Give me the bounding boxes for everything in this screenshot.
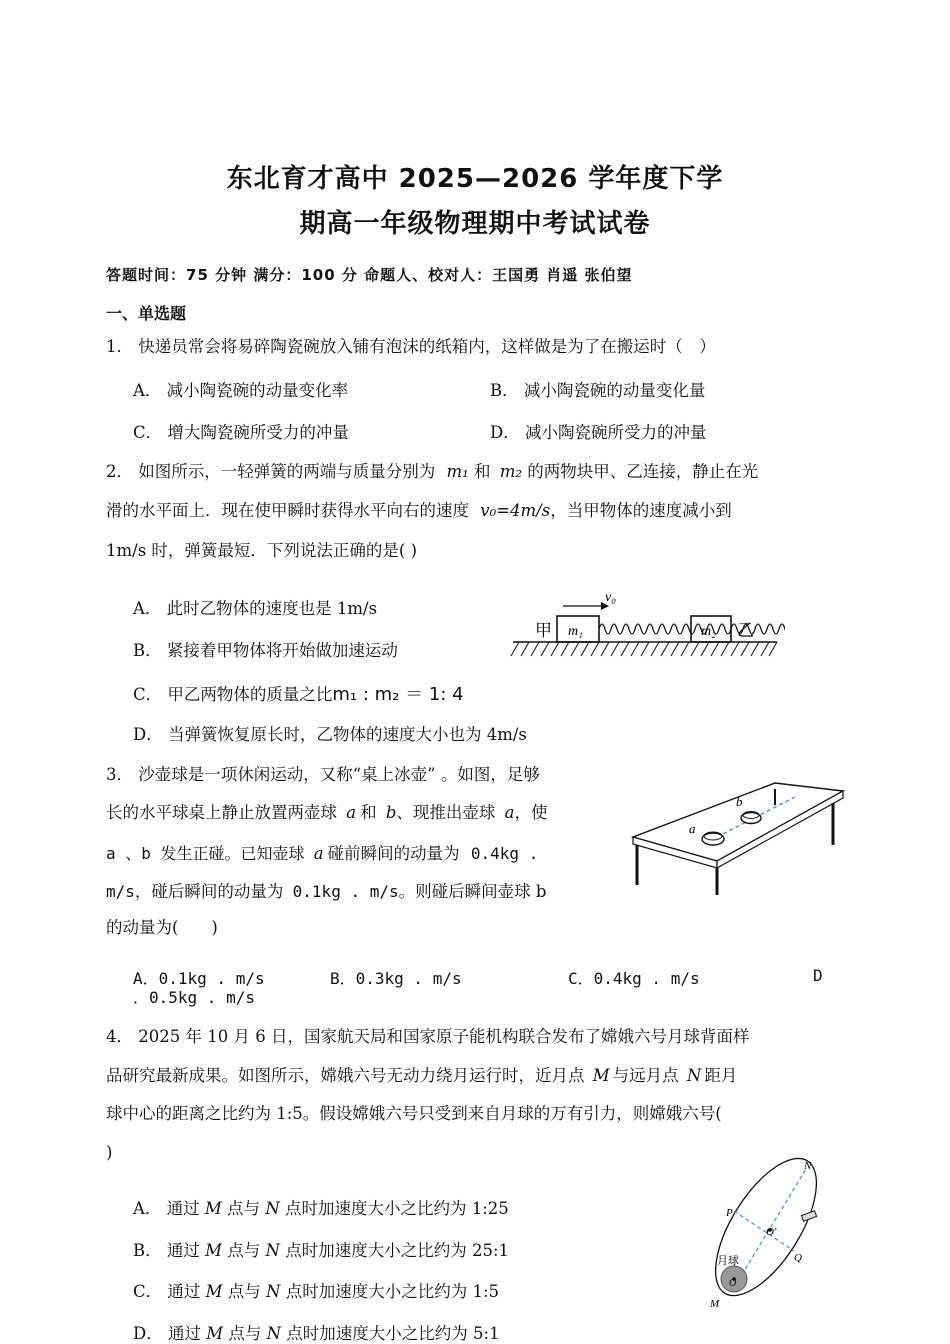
puck-b-label: b [736, 794, 743, 809]
question-4-line1: 4． 2025 年 10 月 6 日，国家航天局和国家原子能机构联合发布了嫦娥六号月球背面样 [106, 1027, 750, 1046]
lunar-orbit-figure [698, 1155, 838, 1315]
question-2-line3: 1m/s 时，弹簧最短．下列说法正确的是( ) [106, 541, 418, 560]
point-n-label: N [804, 1160, 812, 1172]
question-3-option-a[interactable]: A．0.1kg . m/s [133, 969, 265, 988]
velocity-label: v₀ [605, 590, 617, 605]
question-2-line1: 2． 如图所示，一轻弹簧的两端与质量分别为 m₁ 和 m₂ 的两物块甲、乙连接，静止在光 [106, 462, 759, 481]
point-q-label: Q [794, 1252, 802, 1264]
block-m1-label: m₁ [568, 624, 583, 639]
question-4-option-b[interactable]: B． 通过 M 点与 N 点时加速度大小之比约为 25:1 [133, 1241, 510, 1260]
question-1-option-a[interactable]: A． 减小陶瓷碗的动量变化率 [133, 381, 349, 400]
puck-a-label: a [689, 821, 696, 836]
exam-title-line2: 期高一年级物理期中考试试卷 [299, 209, 651, 239]
question-4-line2: 品研究最新成果。如图所示，嫦娥六号无动力绕月运行时，近月点 M 与远月点 N 距月 [106, 1066, 738, 1085]
curling-table-figure [625, 775, 850, 900]
question-2-option-b[interactable]: B． 紧接着甲物体将开始做加速运动 [133, 641, 398, 660]
block-m2-label: m₂ [701, 624, 716, 639]
question-3-line5: 的动量为( ) [106, 918, 218, 937]
figure-label-yi: 乙 [737, 621, 754, 640]
question-4-line4: ) [106, 1143, 113, 1162]
orbit-center-label: O' [766, 1226, 777, 1238]
question-4-option-d[interactable]: D． 通过 M 点与 N 点时加速度大小之比约为 5:1 [133, 1324, 500, 1343]
question-2-option-a[interactable]: A． 此时乙物体的速度也是 1m/s [133, 599, 378, 618]
question-2-line2: 滑的水平面上．现在使甲瞬时获得水平向右的速度 v₀=4m/s，当甲物体的速度减小到 [106, 501, 732, 520]
question-3-option-d-letter[interactable]: D [813, 966, 823, 985]
question-3-option-b[interactable]: B．0.3kg . m/s [330, 969, 462, 988]
question-3-line4: m/s，碰后瞬间的动量为 0.1kg . m/s。则碰后瞬间壶球 b [106, 882, 547, 901]
question-4-option-a[interactable]: A． 通过 M 点与 N 点时加速度大小之比约为 1:25 [133, 1199, 509, 1218]
question-3-option-d-value[interactable]: ．0.5kg . m/s [133, 988, 255, 1007]
point-m-label: M [710, 1298, 720, 1310]
spacecraft-icon [801, 1211, 816, 1221]
minor-axis [734, 1211, 794, 1251]
question-2-option-c[interactable]: C． 甲乙两物体的质量之比m₁ : m₂ ＝ 1: 4 [133, 684, 464, 705]
figure-label-jia: 甲 [535, 621, 552, 640]
major-axis [738, 1169, 806, 1281]
question-1-option-d[interactable]: D． 减小陶瓷碗所受力的冲量 [490, 423, 707, 442]
moon-center-label: O [729, 1278, 737, 1289]
question-3-line2: 长的水平球桌上静止放置两壶球 a 和 b、现推出壶球 a，使 [106, 803, 548, 822]
question-1-stem: 1． 快递员常会将易碎陶瓷碗放入铺有泡沫的纸箱内，这样做是为了在搬运时（ ） [106, 337, 716, 356]
question-3-line1: 3． 沙壶球是一项休闲运动，又称“桌上冰壶” 。如图，足够 [106, 765, 540, 784]
moon-label: 月球 [717, 1255, 739, 1267]
question-2-option-d[interactable]: D． 当弹簧恢复原长时，乙物体的速度大小也为 4m/s [133, 725, 527, 744]
point-p-label: P [726, 1207, 733, 1219]
question-1-option-b[interactable]: B． 减小陶瓷碗的动量变化量 [490, 381, 706, 400]
spring-blocks-figure [505, 588, 785, 660]
question-1-option-c[interactable]: C． 增大陶瓷碗所受力的冲量 [133, 423, 349, 442]
section-heading: 一、单选题 [106, 304, 187, 323]
question-3-option-c[interactable]: C．0.4kg . m/s [568, 969, 700, 988]
ground-hatching [511, 642, 777, 656]
exam-title-line1: 东北育才高中 2025—2026 学年度下学 [226, 164, 724, 194]
exam-meta: 答题时间：75 分钟 满分：100 分 命题人、校对人：王国勇 肖遥 张伯望 [106, 266, 633, 284]
question-4-option-c[interactable]: C． 通过 M 点与 N 点时加速度大小之比约为 1:5 [133, 1282, 500, 1301]
question-4-line3: 球中心的距离之比约为 1:5。假设嫦娥六号只受到来自月球的万有引力，则嫦娥六号( [106, 1104, 722, 1123]
puck-a [702, 833, 724, 845]
question-3-line3: a 、b 发生正碰。已知壶球 a 碰前瞬间的动量为 0.4kg . [106, 844, 539, 863]
spring [599, 624, 785, 634]
